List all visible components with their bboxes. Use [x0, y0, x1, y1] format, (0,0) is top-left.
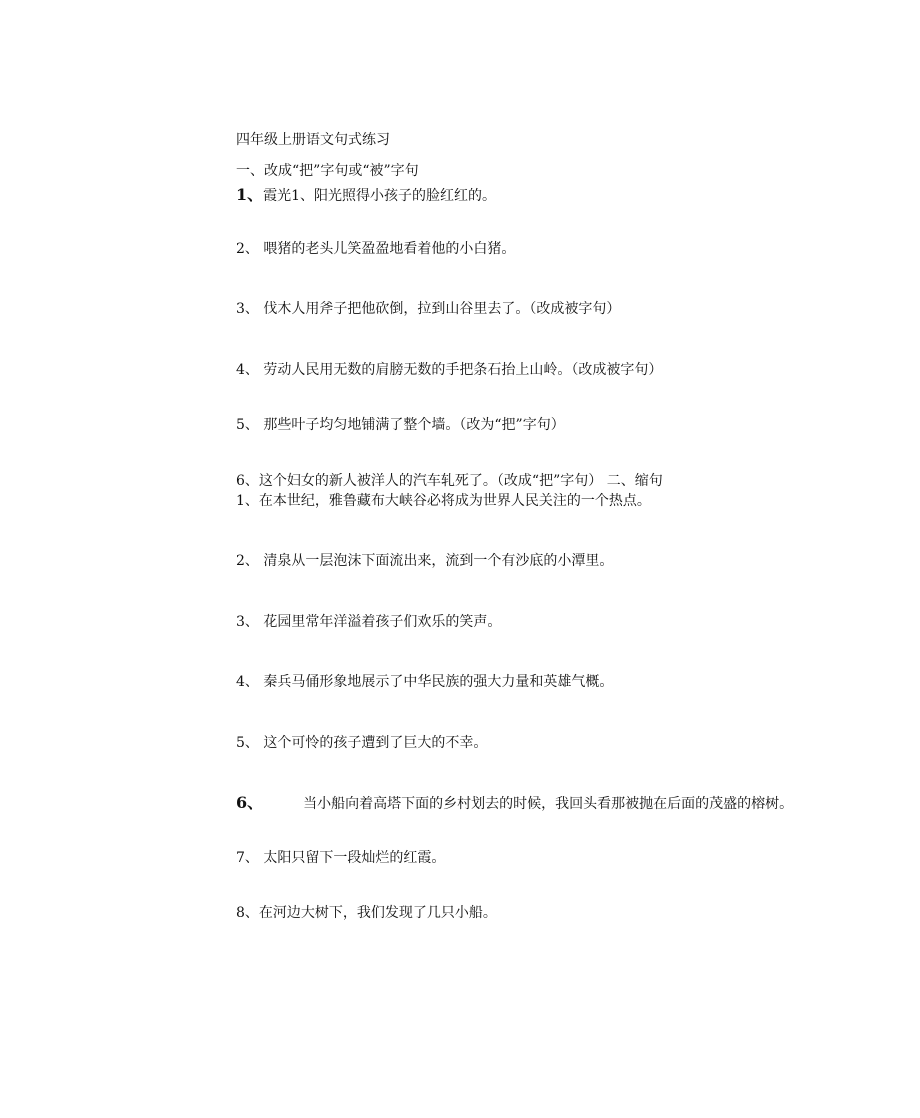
item-text: 霞光1、阳光照得小孩子的脸红红的。 [263, 188, 497, 204]
item-text: 这个可怜的孩子遭到了巨大的不幸。 [263, 735, 488, 751]
item-number: 4、 [236, 362, 259, 378]
exercise-2-5 [236, 734, 487, 752]
item-text: 清泉从一层泡沫下面流出来，流到一个有沙底的小潭里。 [263, 553, 614, 569]
exercise-1-2 [236, 240, 515, 258]
item-text: 秦兵马俑形象地展示了中华民族的强大力量和英雄气概。 [263, 674, 614, 690]
exercise-2-2 [236, 552, 613, 570]
item-text: 伐木人用斧子把他砍倒，拉到山谷里去了。（改成被字句） [263, 301, 621, 317]
item-text: 当小船向着高塔下面的乡村划去的时候，我回头看那被抛在后面的茂盛的榕树。 [303, 796, 794, 812]
item-number: 2、 [236, 553, 259, 569]
item-number: 8、 [236, 905, 259, 921]
exercise-2-3 [236, 613, 501, 631]
item-number: 1、 [236, 185, 264, 204]
exercise-1-6 [236, 472, 663, 490]
item-number: 4、 [236, 674, 259, 690]
item-number: 7、 [236, 850, 259, 866]
item-number: 3、 [236, 614, 259, 630]
item-number: 2、 [236, 241, 259, 257]
section-2-heading: 二、缩句 [606, 473, 663, 489]
item-number: 3、 [236, 301, 259, 317]
exercise-1-1 [236, 186, 496, 205]
item-text: 在本世纪，雅鲁藏布大峡谷必将成为世界人民关注的一个热点。 [258, 493, 651, 509]
exercise-2-7 [236, 849, 445, 867]
item-text: 在河边大树下，我们发现了几只小船。 [258, 905, 497, 921]
item-number: 5、 [236, 417, 259, 433]
item-text: 那些叶子均匀地铺满了整个墙。（改为“把”字句） [263, 417, 565, 433]
section-1-heading: 一、改成“把”字句或“被”字句 [236, 163, 419, 179]
exercise-1-3 [236, 300, 620, 318]
item-text: 花园里常年洋溢着孩子们欢乐的笑声。 [263, 614, 502, 630]
item-text: 这个妇女的新人被洋人的汽车轧死了。（改成“把”字句） [258, 473, 603, 489]
exercise-1-5 [236, 416, 565, 434]
exercise-1-4 [236, 361, 662, 379]
item-text: 太阳只留下一段灿烂的红霞。 [263, 850, 446, 866]
exercise-2-4 [236, 673, 613, 691]
item-number: 1、 [236, 493, 259, 509]
document-title: 四年级上册语文句式练习 [236, 132, 390, 148]
item-number: 6、 [236, 793, 264, 812]
exercise-2-6 [236, 794, 793, 813]
item-number: 5、 [236, 735, 259, 751]
item-text: 喂猪的老头儿笑盈盈地看着他的小白猪。 [263, 241, 516, 257]
item-text: 劳动人民用无数的肩膀无数的手把条石抬上山岭。（改成被字句） [263, 362, 663, 378]
exercise-2-8 [236, 904, 497, 922]
item-number: 6、 [236, 473, 259, 489]
exercise-2-1 [236, 492, 651, 510]
